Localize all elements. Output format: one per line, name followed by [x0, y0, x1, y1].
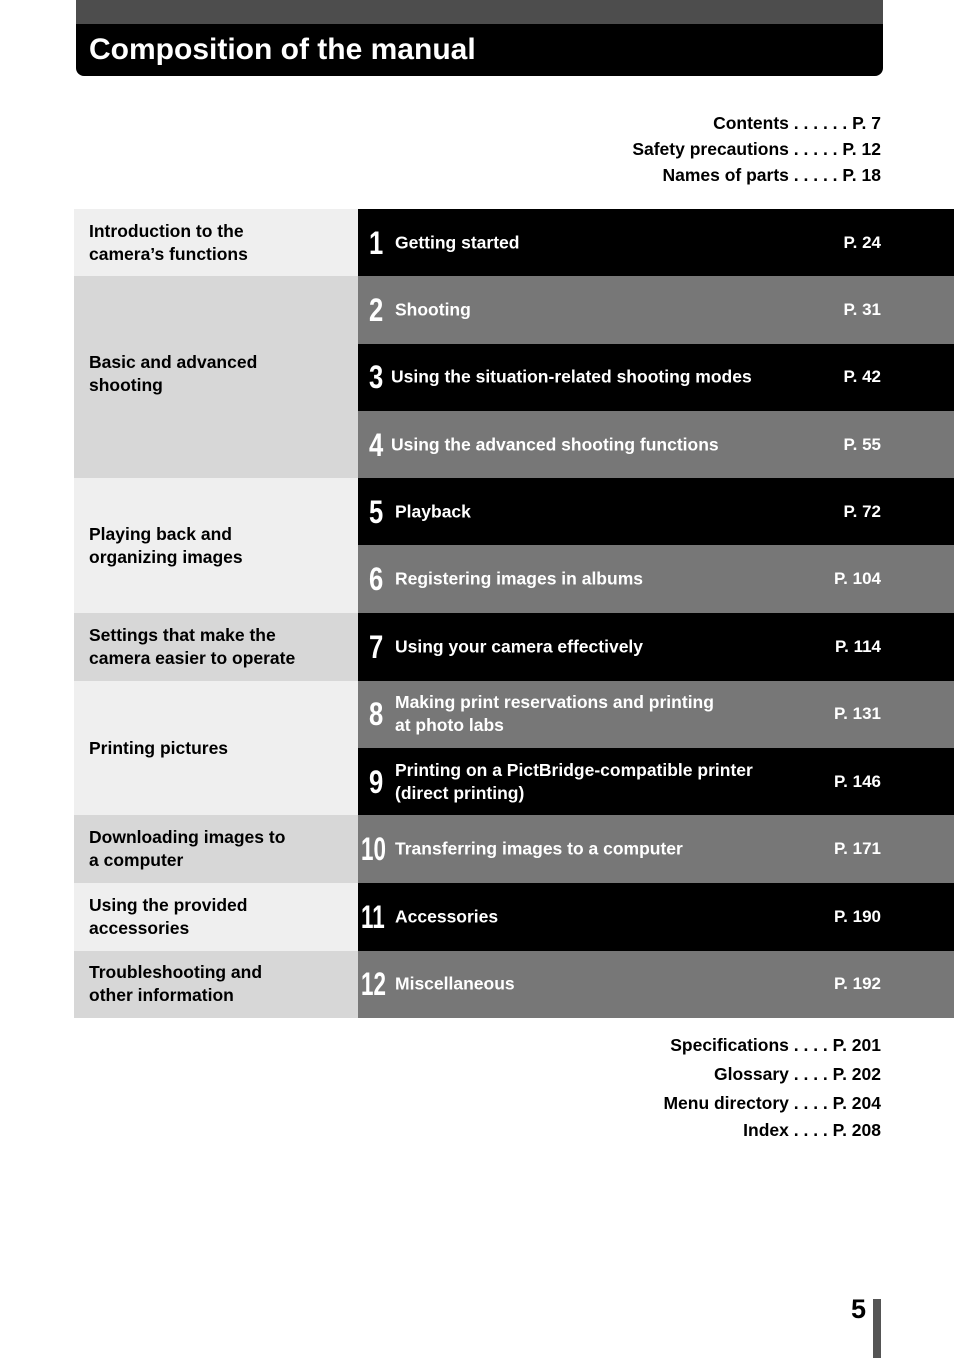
chapter-title: Transferring images to a computer [395, 838, 683, 859]
reference-names-of-parts[interactable]: Names of parts . . . . . P. 18 [662, 165, 881, 185]
chapter-number: 10 [361, 831, 386, 868]
reference-contents[interactable]: Contents . . . . . . P. 7 [713, 113, 881, 133]
chapter-8[interactable] [358, 681, 954, 748]
chapter-title: Accessories [395, 906, 499, 927]
back-matter-references [663, 1031, 881, 1142]
chapter-page: P. 146 [834, 771, 881, 791]
chapter-page: P. 42 [843, 367, 881, 387]
chapter-number: 7 [369, 629, 384, 666]
chapter-title: Making print reservations and printing at photo labs [395, 692, 714, 736]
group-introduction [74, 209, 954, 276]
chapter-page: P. 24 [843, 232, 881, 252]
chapter-page: P. 104 [834, 569, 881, 589]
group-label: Basic and advanced shooting [74, 276, 358, 478]
reference-safety-precautions[interactable]: Safety precautions . . . . . P. 12 [632, 139, 881, 159]
group-label: Settings that make the camera easier to operate [74, 613, 358, 680]
chapter-page: P. 55 [843, 434, 881, 454]
page-title: Composition of the manual [89, 33, 476, 66]
chapter-title: Shooting [395, 299, 471, 320]
chapter-number: 5 [369, 493, 384, 530]
chapter-number: 2 [369, 291, 384, 328]
chapter-1[interactable] [358, 209, 954, 276]
reference-index[interactable]: Index . . . . P. 208 [743, 1120, 881, 1140]
chapter-number: 11 [361, 899, 385, 936]
chapter-12[interactable] [358, 951, 954, 1018]
chapter-number: 9 [369, 763, 384, 800]
group-settings [74, 613, 954, 680]
chapter-10[interactable] [358, 815, 954, 883]
chapter-2[interactable] [358, 276, 954, 343]
chapter-number: 1 [369, 224, 384, 261]
page-number: 5 [851, 1294, 867, 1324]
chapter-page: P. 114 [834, 637, 881, 657]
header-accent-bar [76, 0, 883, 24]
chapter-6[interactable] [358, 545, 954, 613]
group-accessories [74, 883, 954, 950]
group-troubleshooting [74, 951, 954, 1018]
header-bar [76, 24, 883, 76]
chapter-number: 3 [369, 359, 384, 396]
chapter-11[interactable] [358, 883, 954, 950]
chapter-number: 12 [361, 966, 386, 1003]
chapter-page: P. 190 [834, 907, 881, 927]
chapter-title: Using the advanced shooting functions [391, 434, 719, 455]
chapter-page: P. 72 [843, 501, 881, 521]
group-downloading [74, 815, 954, 883]
front-matter-references [632, 110, 881, 188]
chapter-page: P. 131 [834, 704, 881, 724]
chapter-page: P. 192 [834, 974, 881, 994]
chapter-title: Getting started [395, 232, 520, 253]
chapter-table [74, 209, 954, 1018]
group-basic-advanced-shooting [74, 276, 954, 478]
group-playing-back [74, 478, 954, 613]
chapter-number: 4 [369, 426, 384, 463]
group-label: Playing back and organizing images [74, 478, 358, 613]
group-label: Printing pictures [74, 681, 358, 816]
group-label: Downloading images to a computer [74, 815, 358, 883]
group-label: Introduction to the camera’s functions [74, 209, 358, 276]
chapter-title: Miscellaneous [395, 973, 515, 994]
chapter-title: Registering images in albums [395, 568, 643, 589]
group-label: Troubleshooting and other information [74, 951, 358, 1018]
chapter-title: Printing on a PictBridge-compatible printer (direct printing) [395, 759, 753, 803]
group-label: Using the provided accessories [74, 883, 358, 950]
reference-specifications[interactable]: Specifications . . . . P. 201 [670, 1035, 881, 1055]
chapter-7[interactable] [358, 613, 954, 680]
chapter-title: Using the situation-related shooting modes [391, 366, 752, 387]
chapter-title: Playback [395, 501, 471, 522]
chapter-number: 8 [369, 696, 384, 733]
reference-glossary[interactable]: Glossary . . . . P. 202 [713, 1064, 881, 1084]
chapter-page: P. 31 [843, 299, 881, 319]
chapter-4[interactable] [358, 411, 954, 478]
group-printing-pictures [74, 681, 954, 816]
page-edge-bar [873, 1299, 881, 1358]
chapter-title: Using your camera effectively [395, 636, 644, 657]
reference-menu-directory[interactable]: Menu directory . . . . P. 204 [663, 1093, 881, 1113]
chapter-9[interactable] [358, 748, 954, 815]
chapter-page: P. 171 [834, 839, 881, 859]
chapter-3[interactable] [358, 344, 954, 411]
chapter-5[interactable] [358, 478, 954, 545]
chapter-number: 6 [369, 561, 384, 598]
